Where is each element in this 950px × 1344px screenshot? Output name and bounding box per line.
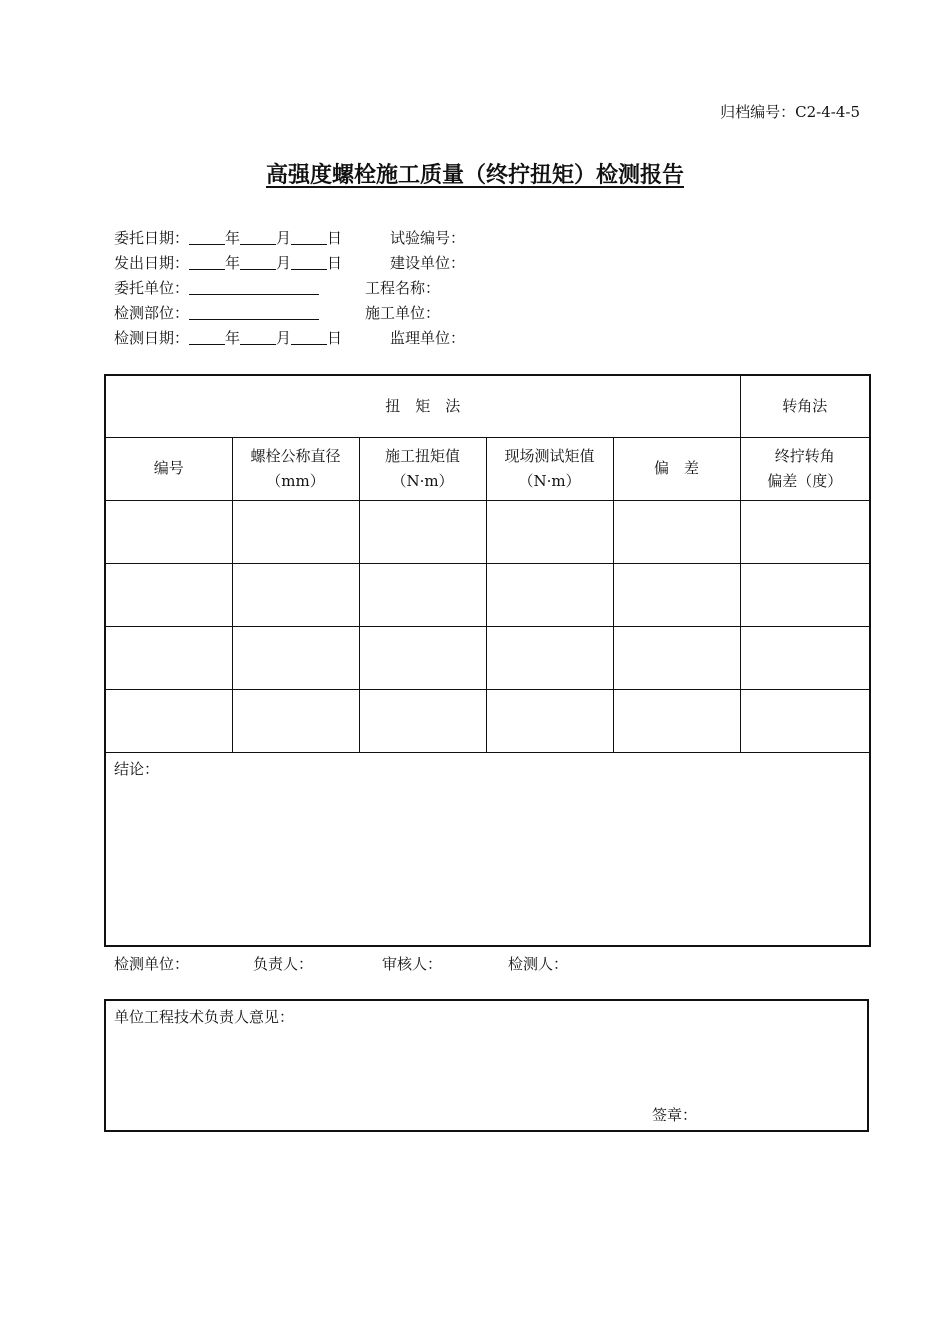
table-cell[interactable]: [232, 563, 359, 626]
tester-label: 检测人：: [508, 955, 569, 973]
field-torque-unit: （N·m）: [518, 471, 581, 490]
table-cell[interactable]: [232, 689, 359, 752]
table-cell[interactable]: [232, 626, 359, 689]
table-cell[interactable]: [613, 689, 740, 752]
table-cell[interactable]: [486, 500, 613, 563]
info-line-commission-unit: [114, 277, 319, 298]
table-cell[interactable]: [613, 626, 740, 689]
year-label: 年: [225, 329, 241, 347]
test-part-label: 检测部位：: [114, 304, 190, 322]
construction-unit-label: 建设单位：: [390, 254, 466, 272]
table-cell[interactable]: [740, 563, 870, 626]
table-cell[interactable]: [740, 626, 870, 689]
torque-method-header: 扭 矩 法: [105, 375, 740, 437]
year-blank[interactable]: [189, 255, 225, 270]
month-blank[interactable]: [240, 230, 276, 245]
table-cell[interactable]: [105, 563, 232, 626]
year-label: 年: [225, 254, 241, 272]
table-row: [105, 563, 870, 626]
table-cell[interactable]: [232, 500, 359, 563]
conclusion-cell[interactable]: [105, 752, 870, 946]
supervision-unit-label: 监理单位：: [390, 329, 466, 347]
test-no-label: 试验编号：: [390, 229, 466, 247]
day-blank[interactable]: [291, 330, 327, 345]
title-text: 高强度螺栓施工质量（终拧扭矩）检测报告: [265, 163, 684, 188]
day-label: 日: [327, 254, 343, 272]
test-part-blank[interactable]: [189, 305, 319, 320]
builder-unit-label: 施工单位：: [365, 304, 441, 322]
table-cell[interactable]: [613, 500, 740, 563]
test-unit-label: 检测单位：: [114, 955, 190, 973]
info-line-test-part: [114, 302, 319, 323]
table-cell[interactable]: [486, 689, 613, 752]
col-header-angle-deviation: [740, 437, 870, 500]
table-row: [105, 626, 870, 689]
table-cell[interactable]: [486, 563, 613, 626]
table-cell[interactable]: [105, 500, 232, 563]
angle-dev-label: 终拧转角: [774, 446, 835, 465]
commission-unit-label: 委托单位：: [114, 279, 190, 297]
table-cell[interactable]: [740, 500, 870, 563]
col-header-construct-torque: [359, 437, 486, 500]
info-line-issue-date: [114, 252, 342, 273]
table-row: [105, 689, 870, 752]
construct-torque-unit: （N·m）: [391, 471, 454, 490]
year-blank[interactable]: [189, 230, 225, 245]
archive-number: 归档编号：C2-4-4-5: [720, 103, 860, 121]
stamp-label: 签章：: [652, 1106, 698, 1124]
col-header-diameter: [232, 437, 359, 500]
table-cell[interactable]: [359, 563, 486, 626]
table-cell[interactable]: [105, 626, 232, 689]
day-label: 日: [327, 229, 343, 247]
table-cell[interactable]: [740, 689, 870, 752]
reviewer-label: 审核人：: [382, 955, 443, 973]
day-label: 日: [327, 329, 343, 347]
responsible-label: 负责人：: [253, 955, 314, 973]
month-label: 月: [276, 229, 292, 247]
construct-torque-label: 施工扭矩值: [384, 446, 460, 465]
table-cell[interactable]: [359, 689, 486, 752]
month-blank[interactable]: [240, 255, 276, 270]
table-cell[interactable]: [486, 626, 613, 689]
year-label: 年: [225, 229, 241, 247]
commission-unit-blank[interactable]: [189, 280, 319, 295]
month-label: 月: [276, 329, 292, 347]
year-blank[interactable]: [189, 330, 225, 345]
turn-angle-method-header: 转角法: [740, 375, 870, 437]
conclusion-label: 结论：: [114, 759, 160, 778]
day-blank[interactable]: [291, 255, 327, 270]
issue-date-label: 发出日期：: [114, 254, 190, 272]
inspection-table: [104, 374, 871, 947]
diameter-unit: （mm）: [266, 471, 325, 490]
opinion-label: 单位工程技术负责人意见：: [114, 1008, 295, 1026]
project-name-label: 工程名称：: [365, 279, 441, 297]
info-line-test-date: [114, 327, 342, 348]
field-torque-label: 现场测试矩值: [504, 446, 595, 465]
commission-date-label: 委托日期：: [114, 229, 190, 247]
test-date-label: 检测日期：: [114, 329, 190, 347]
table-cell[interactable]: [359, 626, 486, 689]
col-header-field-torque: [486, 437, 613, 500]
page-title: [0, 158, 950, 189]
opinion-box[interactable]: [104, 999, 869, 1132]
table-row: [105, 500, 870, 563]
col-header-no: 编号: [105, 437, 232, 500]
month-label: 月: [276, 254, 292, 272]
info-line-commission-date: [114, 227, 342, 248]
table-cell[interactable]: [613, 563, 740, 626]
col-header-deviation: 偏 差: [613, 437, 740, 500]
day-blank[interactable]: [291, 230, 327, 245]
angle-dev-unit: 偏差（度）: [767, 471, 843, 490]
diameter-label: 螺栓公称直径: [250, 446, 341, 465]
table-cell[interactable]: [359, 500, 486, 563]
month-blank[interactable]: [240, 330, 276, 345]
table-cell[interactable]: [105, 689, 232, 752]
